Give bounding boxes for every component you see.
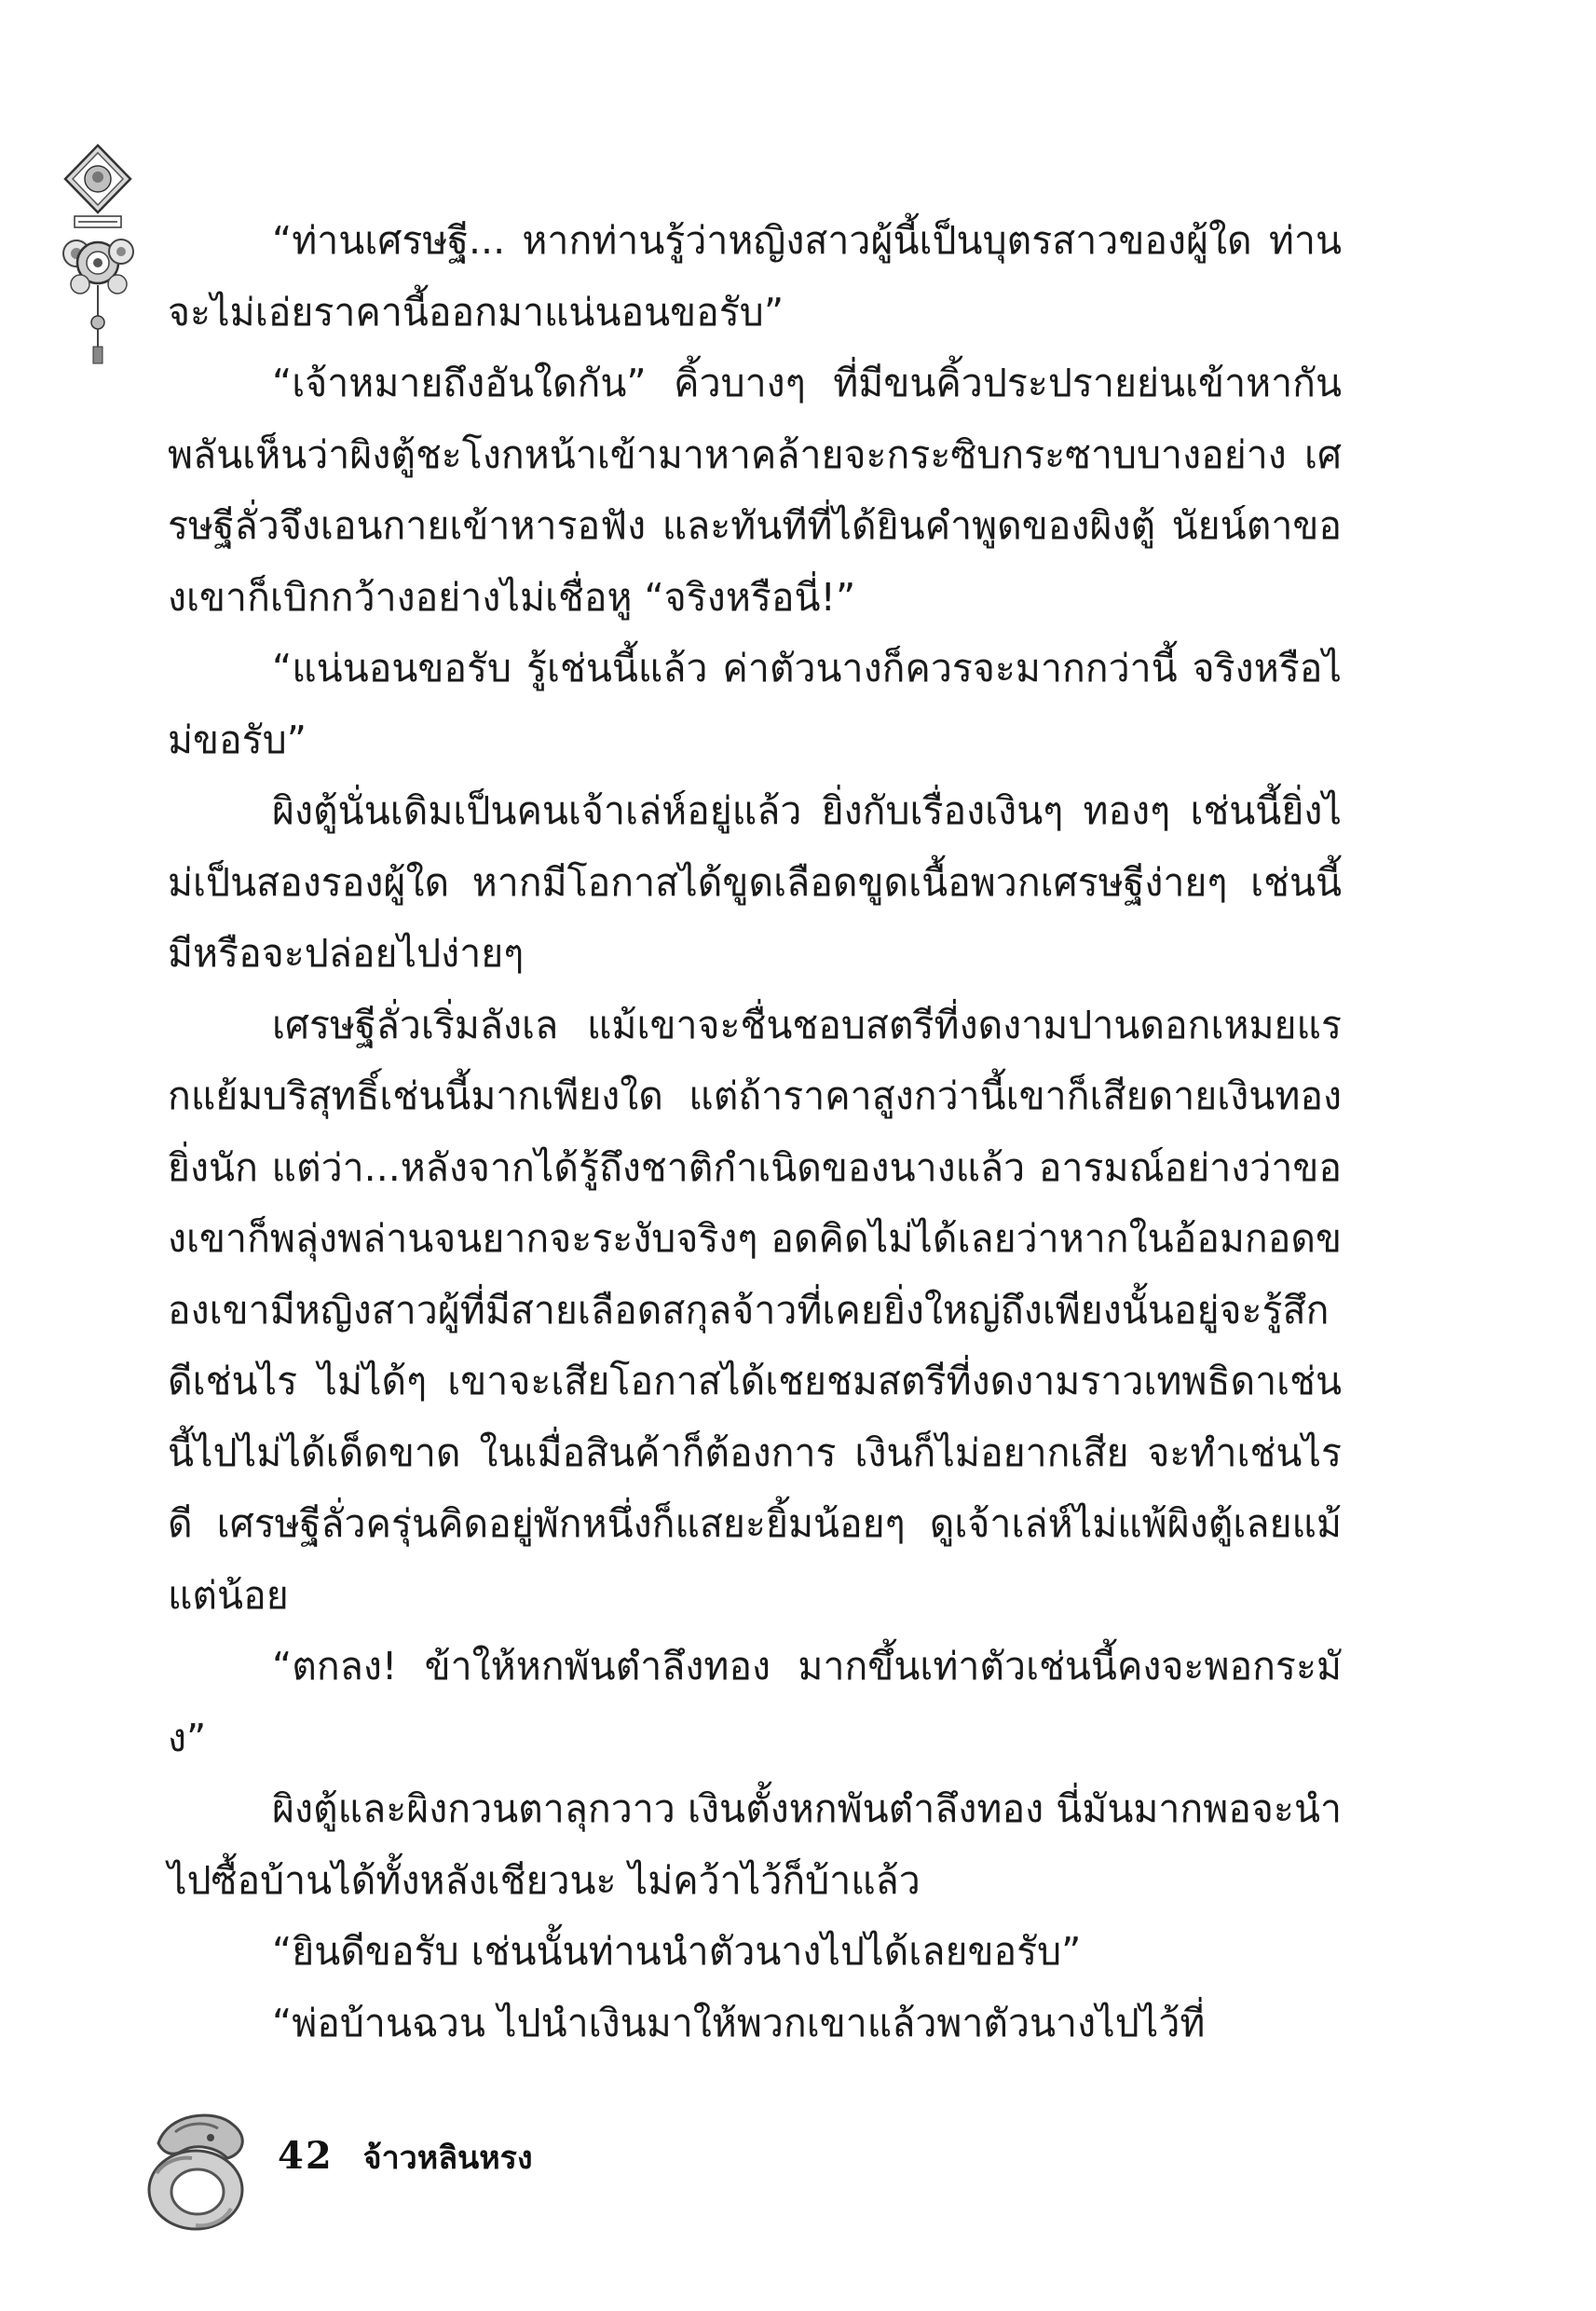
page-number: 42	[278, 2134, 334, 2178]
paragraph-4: ผิงตู้นั่นเดิมเป็นคนเจ้าเล่ห์อยู่แล้ว ยิ่งกับเรื่องเงินๆ ทองๆ เช่นนี้ยิ่งไม่เป็นสองรองผู้ใด หากมีโอกาสได้ขูดเลือดขูดเนื้อพวกเศรษฐีง่ายๆ เช่นนี้ มีหรือจะปล่อยไปง่ายๆ	[168, 788, 1342, 976]
paragraph-6: “ตกลง! ข้าให้หกพันตำลึงทอง มากขึ้นเท่าตัวเช่นนี้คงจะพอกระมัง”	[168, 1644, 1342, 1760]
paragraph-7: ผิงตู้และผิงกวนตาลุกวาว เงินตั้งหกพันตำลึงทอง นี่มันมากพอจะนำไปซื้อบ้านได้ทั้งหลังเชียวนะ ไม่คว้าไว้ก็บ้าแล้ว	[168, 1786, 1342, 1903]
paragraph-3: “แน่นอนขอรับ รู้เช่นนี้แล้ว ค่าตัวนางก็ควรจะมากกว่านี้ จริงหรือไม่ขอรับ”	[168, 646, 1342, 762]
decorative-seal-ornament-icon	[56, 140, 140, 410]
body-text	[168, 205, 1342, 2058]
paragraph-1: “ท่านเศรษฐี... หากท่านรู้ว่าหญิงสาวผู้นี้เป็นบุตรสาวของผู้ใด ท่านจะไม่เอ่ยราคานี้ออกมาแน่นอนขอรับ”	[168, 218, 1342, 335]
paragraph-8: “ยินดีขอรับ เช่นนั้นท่านนำตัวนางไปได้เลยขอรับ”	[272, 1929, 1082, 1974]
paragraph-2: “เจ้าหมายถึงอันใดกัน” คิ้วบางๆ ที่มีขนคิ้วประปรายย่นเข้าหากัน พลันเห็นว่าผิงตู้ชะโงกหน้าเข้ามาหาคล้ายจะกระซิบกระซาบบางอย่าง เศรษฐีลั่วจึงเอนกายเข้าหารอฟัง และทันทีที่ได้ยินคำพูดของผิงตู้ นัยน์ตาของเขาก็เบิกกว้างอย่างไม่เชื่อหู “จริงหรือนี่!”	[168, 361, 1342, 620]
paragraph-9: “พ่อบ้านฉวน ไปนำเงินมาให้พวกเขาแล้วพาตัวนางไปไว้ที่	[272, 2000, 1206, 2045]
book-title: จ้าวหลินหรง	[362, 2140, 533, 2177]
paragraph-5: เศรษฐีลั่วเริ่มลังเล แม้เขาจะชื่นชอบสตรีที่งดงามปานดอกเหมยแรกแย้มบริสุทธิ์เช่นนี้มากเพียงใด แต่ถ้าราคาสูงกว่านี้เขาก็เสียดายเงินทองยิ่งนัก แต่ว่า...หลังจากได้รู้ถึงชาติกำเนิดของนางแล้ว อารมณ์อย่างว่าของเขาก็พลุ่งพล่านจนยากจะระงับจริงๆ อดคิดไม่ได้เลยว่าหากในอ้อมกอดของเขามีหญิงสาวผู้ที่มีสายเลือดสกุลจ้าวที่เคยยิ่งใหญ่ถึงเพียงนั้นอยู่จะรู้สึกดีเช่นไร ไม่ได้ๆ เขาจะเสียโอกาสได้เชยชมสตรีที่งดงามราวเทพธิดาเช่นนี้ไปไม่ได้เด็ดขาด ในเมื่อสินค้าก็ต้องการ เงินก็ไม่อยากเสีย จะทำเช่นไรดี เศรษฐีลั่วครุ่นคิดอยู่พักหนึ่งก็แสยะยิ้มน้อยๆ ดูเจ้าเล่ห์ไม่แพ้ผิงตู้เลยแม้แต่น้อย	[168, 1002, 1342, 1618]
dragon-ring-ornament-icon	[130, 2106, 270, 2236]
page-footer	[278, 2132, 533, 2188]
